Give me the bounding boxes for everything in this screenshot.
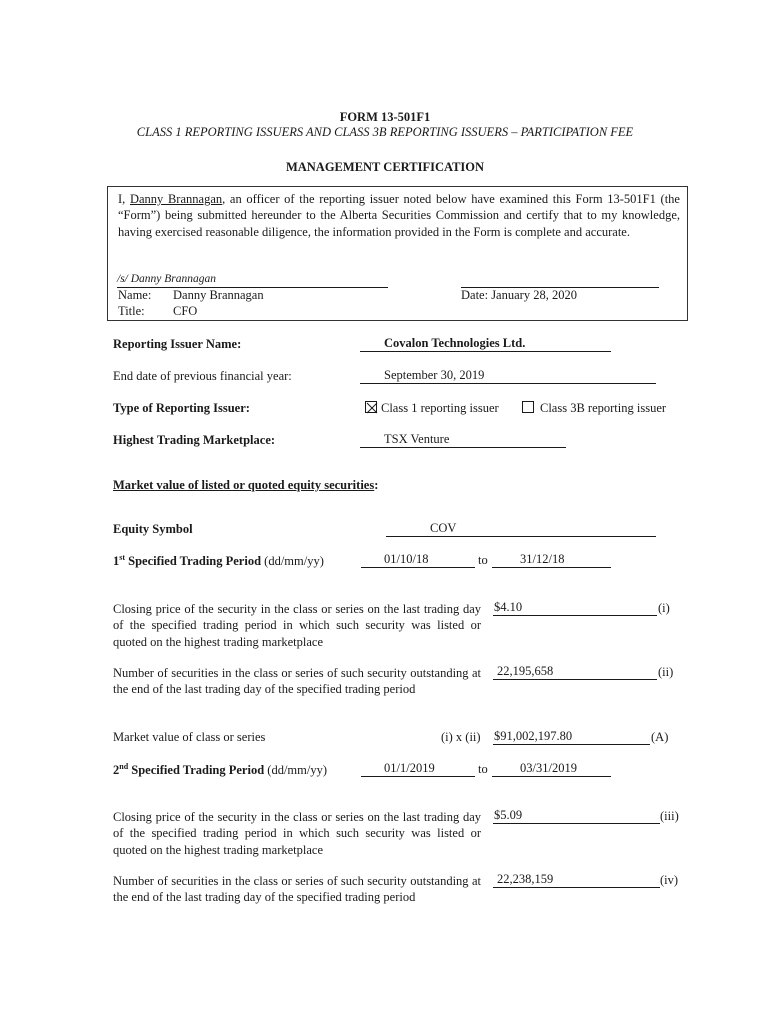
fye-label: End date of previous financial year: (113, 369, 292, 383)
form-number: FORM 13-501F1 (339, 110, 431, 124)
closing-price2-value: $5.09 (494, 808, 523, 822)
class1-label: Class 1 reporting issuer (381, 401, 499, 415)
title-value: CFO (173, 304, 198, 318)
period1-to-label: to (478, 553, 488, 567)
period2-from-value: 01/1/2019 (384, 761, 435, 775)
class3b-checkbox[interactable] (522, 401, 534, 413)
period1-to-field[interactable] (492, 552, 611, 568)
period1-text: Specified Trading Period (125, 554, 262, 568)
marketplace-value: TSX Venture (384, 432, 450, 446)
market-value-heading (113, 478, 378, 493)
closing-price1-field[interactable] (493, 600, 657, 616)
period1-from-field[interactable] (361, 552, 475, 568)
closing-price1-value: $4.10 (494, 600, 523, 614)
equity-symbol-label: Equity Symbol (113, 522, 193, 536)
checkmark-x-icon (366, 402, 378, 414)
closing-price2-field[interactable] (493, 808, 660, 824)
securities1-ref: (ii) (658, 665, 674, 679)
closing-price2-ref: (iii) (660, 809, 679, 823)
securities1-field[interactable] (493, 664, 657, 680)
class1-checkbox[interactable] (365, 401, 377, 413)
certification-box (107, 186, 688, 321)
signature: /s/ Danny Brannagan (117, 273, 217, 285)
market-heading-text: Market value of listed or quoted equity securities (113, 478, 375, 492)
fye-field[interactable] (360, 368, 656, 384)
issuer-name-label: Reporting Issuer Name: (113, 337, 242, 351)
fye-value: September 30, 2019 (384, 368, 485, 382)
closing-price2-description: Closing price of the security in the class or series on the last trading day of the specified trading period in which such security was listed or quoted on the highest trading marketplace (113, 810, 481, 857)
officer-name: Danny Brannagan (129, 192, 223, 206)
form-heading: MANAGEMENT CERTIFICATION (285, 160, 485, 174)
period1-format: (dd/mm/yy) (261, 554, 324, 568)
period2-from-field[interactable] (361, 761, 475, 777)
period1-to-value: 31/12/18 (520, 552, 565, 566)
period2-label (113, 762, 327, 778)
period2-text: Specified Trading Period (128, 763, 265, 777)
securities2-ref: (iv) (660, 873, 679, 887)
period2-to-value: 03/31/2019 (520, 761, 577, 775)
securities2-value: 22,238,159 (497, 872, 554, 886)
securities2-description: Number of securities in the class or series of such security outstanding at the end of the last trading day of the specified trading period (113, 874, 481, 905)
marketplace-label: Highest Trading Marketplace: (113, 433, 276, 447)
period2-suffix: nd (119, 762, 129, 771)
market-heading-colon: : (374, 478, 379, 492)
period2-format: (dd/mm/yy) (264, 763, 327, 777)
equity-symbol-field[interactable] (386, 521, 656, 537)
market-value-ref: (A) (651, 730, 669, 744)
period1-suffix: st (119, 553, 126, 562)
period1-label (113, 553, 324, 569)
cert-body: , an officer of the reporting issuer noted below have examined this Form 13-501F1 (the “Form”) being submitted hereunder to the Alberta Securities Commission and certify that to my knowledge, having exercised reasonable diligence, the information provided in the Form is complete and accurate. (118, 192, 680, 239)
name-label: Name: (118, 288, 152, 302)
period1-from-value: 01/10/18 (384, 552, 429, 566)
period2-to-label: to (478, 762, 488, 776)
market-value-field[interactable] (493, 729, 650, 745)
issuer-name-field[interactable] (360, 336, 611, 352)
issuer-type-label: Type of Reporting Issuer: (113, 401, 250, 415)
form-subtitle: CLASS 1 REPORTING ISSUERS AND CLASS 3B REPORTING ISSUERS – PARTICIPATION FEE (136, 125, 634, 139)
securities1-value: 22,195,658 (497, 664, 554, 678)
securities1-description: Number of securities in the class or series of such security outstanding at the end of the last trading day of the specified trading period (113, 666, 481, 697)
market-value-label: Market value of class or series (113, 730, 266, 744)
closing-price1-ref: (i) (658, 601, 670, 615)
equity-symbol-value: COV (430, 521, 457, 535)
issuer-name-value: Covalon Technologies Ltd. (384, 336, 526, 350)
securities2-field[interactable] (493, 872, 660, 888)
closing-price1-description: Closing price of the security in the class or series on the last trading day of the specified trading period in which such security was listed or quoted on the highest trading marketplace (113, 602, 481, 649)
class3b-label: Class 3B reporting issuer (540, 401, 667, 415)
period1-ordinal: 1 (113, 554, 120, 568)
name-value: Danny Brannagan (173, 288, 264, 302)
marketplace-field[interactable] (360, 432, 566, 448)
market-value-value: $91,002,197.80 (494, 729, 573, 743)
period2-to-field[interactable] (492, 761, 611, 777)
market-value-formula: (i) x (ii) (441, 730, 481, 744)
title-label: Title: (118, 304, 145, 318)
certification-statement (118, 191, 680, 240)
period2-ordinal: 2 (113, 763, 120, 777)
cert-prefix: I, (118, 192, 130, 206)
date-text: Date: January 28, 2020 (461, 288, 577, 302)
